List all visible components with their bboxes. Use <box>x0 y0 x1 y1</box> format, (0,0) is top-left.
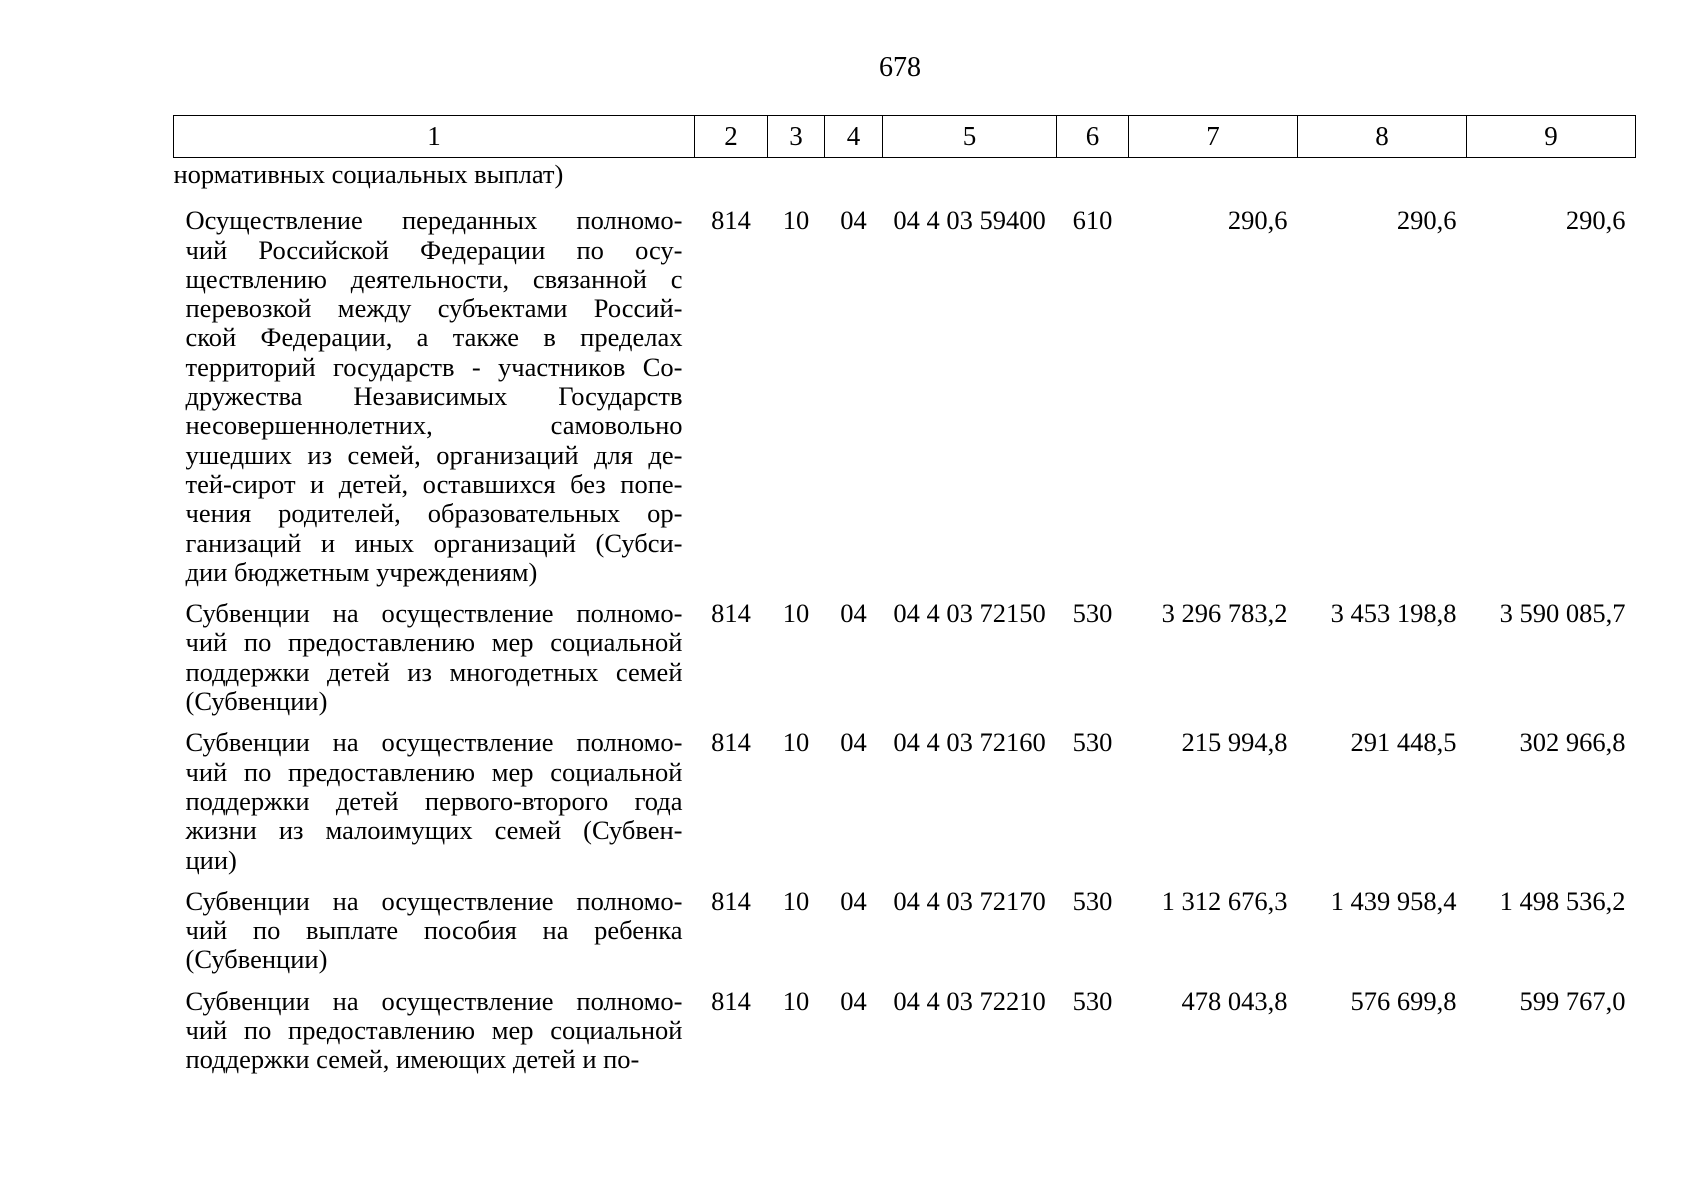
section-code: 10 <box>782 727 810 758</box>
section-code: 10 <box>782 885 810 916</box>
target-article-code: 04 4 03 59400 <box>893 205 1046 236</box>
table-row <box>174 986 1636 1086</box>
amount-year-2: 1 439 958,4 <box>1330 885 1457 916</box>
expense-type-code: 530 <box>1072 985 1113 1016</box>
section-code: 10 <box>782 205 810 236</box>
page-number: 678 <box>879 52 921 83</box>
expense-type-code: 530 <box>1072 885 1113 916</box>
description-line: поддержки детей первого-второго года <box>185 785 683 816</box>
amount-year-3: 290,6 <box>1565 205 1626 236</box>
amount-year-2: 576 699,8 <box>1350 985 1457 1016</box>
row-description <box>174 986 695 1086</box>
description-line: (Субвенции) <box>185 944 328 975</box>
row-description <box>174 598 695 727</box>
description-line: территорий государств - участников Со- <box>185 351 683 382</box>
amount-year-2: 291 448,5 <box>1350 727 1457 758</box>
department-code: 814 <box>711 727 751 758</box>
continuation-row <box>174 158 1636 206</box>
expense-type-code: 610 <box>1072 205 1113 236</box>
amount-year-1: 215 994,8 <box>1181 727 1288 758</box>
description-line: чий по предоставлению мер социальной <box>185 627 683 658</box>
department-code: 814 <box>711 885 751 916</box>
column-header: 2 <box>695 116 768 158</box>
description-line: дружества Независимых Государств <box>185 381 683 412</box>
description-line: дии бюджетным учреждениям) <box>185 556 538 587</box>
description-line: чий по выплате пособия на ребенка <box>185 915 683 946</box>
description-line: ганизаций и иных организаций (Субси- <box>185 527 683 558</box>
description-line: поддержки семей, имеющих детей и по- <box>185 1044 640 1075</box>
target-article-code: 04 4 03 72150 <box>893 598 1046 629</box>
expense-type-code: 530 <box>1072 727 1113 758</box>
amount-year-3: 1 498 536,2 <box>1499 885 1626 916</box>
target-article-code: 04 4 03 72170 <box>893 885 1046 916</box>
amount-year-1: 3 296 783,2 <box>1161 598 1288 629</box>
description-line: ской Федерации, а также в пределах <box>185 322 683 353</box>
department-code: 814 <box>711 598 751 629</box>
column-header: 1 <box>174 116 695 158</box>
subsection-code: 04 <box>840 885 867 916</box>
section-code: 10 <box>782 985 810 1016</box>
amount-year-3: 3 590 085,7 <box>1499 598 1626 629</box>
column-header: 6 <box>1057 116 1129 158</box>
description-line: поддержки детей из многодетных семей <box>185 656 683 687</box>
subsection-code: 04 <box>840 598 867 629</box>
row-description <box>174 886 695 986</box>
table-body <box>174 158 1636 1086</box>
description-line: (Субвенции) <box>185 686 328 717</box>
column-header: 9 <box>1467 116 1636 158</box>
description-line: чий Российской Федерации по осу- <box>185 234 683 265</box>
continuation-text: нормативных социальных выплат) <box>173 159 564 189</box>
description-line: Субвенции на осуществление полномо- <box>185 727 683 758</box>
description-line: чий по предоставлению мер социальной <box>185 756 683 787</box>
budget-table <box>173 115 1636 1086</box>
description-line: Осуществление переданных полномо- <box>185 205 683 236</box>
description-line: перевозкой между субъектами Россий- <box>185 293 683 324</box>
description-line: несовершеннолетних, самовольно <box>185 410 683 441</box>
description-line: Субвенции на осуществление полномо- <box>185 885 683 916</box>
column-header: 8 <box>1298 116 1467 158</box>
amount-year-1: 478 043,8 <box>1181 985 1288 1016</box>
table-row <box>174 205 1636 598</box>
target-article-code: 04 4 03 72160 <box>893 727 1046 758</box>
column-number-header <box>174 116 1636 158</box>
description-line: чения родителей, образовательных ор- <box>185 498 683 529</box>
column-header: 3 <box>768 116 825 158</box>
description-line: тей-сирот и детей, оставшихся без попе- <box>185 468 683 499</box>
description-line: ции) <box>185 844 237 875</box>
row-description <box>174 727 695 885</box>
table-row <box>174 727 1636 885</box>
table-row <box>174 598 1636 727</box>
amount-year-3: 302 966,8 <box>1519 727 1626 758</box>
table-row <box>174 886 1636 986</box>
column-header: 7 <box>1129 116 1298 158</box>
department-code: 814 <box>711 205 751 236</box>
amount-year-1: 290,6 <box>1227 205 1288 236</box>
department-code: 814 <box>711 985 751 1016</box>
section-code: 10 <box>782 598 810 629</box>
subsection-code: 04 <box>840 985 867 1016</box>
description-line: Субвенции на осуществление полномо- <box>185 985 683 1016</box>
amount-year-1: 1 312 676,3 <box>1161 885 1288 916</box>
column-header: 4 <box>825 116 883 158</box>
description-line: ществлению деятельности, связанной с <box>185 263 683 294</box>
expense-type-code: 530 <box>1072 598 1113 629</box>
description-line: Субвенции на осуществление полномо- <box>185 598 683 629</box>
target-article-code: 04 4 03 72210 <box>893 985 1046 1016</box>
subsection-code: 04 <box>840 205 867 236</box>
amount-year-2: 3 453 198,8 <box>1330 598 1457 629</box>
subsection-code: 04 <box>840 727 867 758</box>
amount-year-2: 290,6 <box>1396 205 1457 236</box>
column-header: 5 <box>883 116 1057 158</box>
amount-year-3: 599 767,0 <box>1519 985 1626 1016</box>
description-line: ушедших из семей, организаций для де- <box>185 439 683 470</box>
row-description <box>174 205 695 598</box>
description-line: жизни из малоимущих семей (Субвен- <box>185 815 683 846</box>
description-line: чий по предоставлению мер социальной <box>185 1015 683 1046</box>
